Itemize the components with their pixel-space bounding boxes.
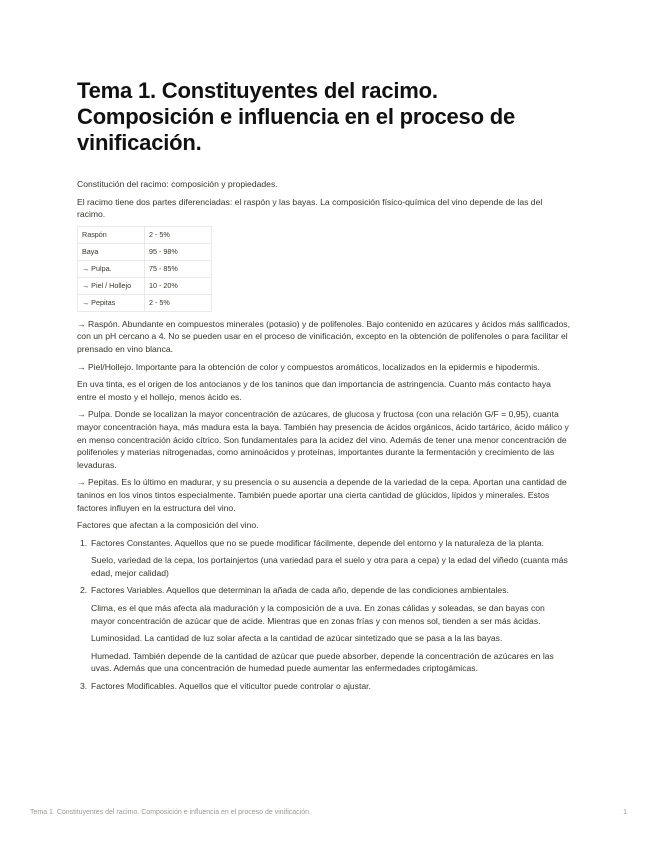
list-number: 2. [80,585,88,596]
list-number: 1. [80,537,88,548]
table-cell: → Pepitas [78,294,145,311]
factores-intro: Factores que afectan a la composición del vino. [77,520,259,531]
list-number: 3. [80,681,88,692]
paragraph-piel: → Piel/Hollejo. Importante para la obtención de color y compuestos aromáticos, localizados en la epidermis e hipodermis. [77,361,540,372]
table-row [78,260,212,277]
paragraph-pulpa: → Pulpa. Donde se localizan la mayor concentración de azúcares, de glucosa y fructosa (con una relación G/F = 0,95), cuanta mayor concentración haya, más madura esta la baya. También hay presencia de ácidos orgánicos, ácido tartárico, ácido málico y en menso concentración ácido cítrico. Son fundamentales para la acidez del vino. Además de tener una menor concentración de polifenoles y materias nitrogenadas, como aminoácidos y proteínas, importantes durante la fermentación y crecimiento de las levaduras. [77,409,569,470]
table-cell: 10 - 20% [145,277,212,294]
table-cell: Raspón [78,226,145,243]
list-paragraph: Suelo, variedad de la cepa, los portainjertos (una variedad para el suelo y otra para a cepa) y la edad del viñedo (cuanta más edad, mejor calidad) [91,555,568,578]
intro-text: Constitución del racimo: composición y propiedades. [77,179,278,189]
list-paragraph: Clima, es el que más afecta ala maduración y la composición de a uva. En zonas cálidas y soleadas, se dan bayas con mayor concentración de azúcar que de acide. Mientras que en zonas frías y con menos sol, tienden a ser más ácidas. [91,603,545,626]
list-paragraph: Humedad. También depende de la cantidad de azúcar que puede absorber, depende la concentración de azúcares en las uvas. Además que una concentración de humedad puede aumentar las enfermedades criptogámicas. [91,650,554,674]
table-row [78,294,212,311]
paragraph-raspon: → Raspón. Abundante en compuestos minerales (potasio) y de polifenoles. Bajo contenido en azúcares y ácidos más salificados, con un pH cercano a 4. No se pueden usar en el proceso de vinificación, excepto en la obtención de polifenoles o para facilitar el prensado en vino blanca. [77,318,570,354]
list-paragraph: Factores Constantes. Aquellos que no se puede modificar fácilmente, depende del entorno y la naturaleza de la planta. [91,537,544,548]
table-cell: 75 - 85% [145,260,212,277]
list-item [77,537,570,580]
table-cell: 2 - 5% [145,294,212,311]
page-number: 1 [623,809,627,816]
page-title: Tema 1. Constituyentes del racimo. Composición e influencia en el proceso de vinificación. [77,78,516,155]
table-row [78,226,212,243]
table-cell: 95 - 98% [145,243,212,260]
list-paragraph: Factores Modificables. Aquellos que el viticultor puede controlar o ajustar. [91,681,371,692]
footer-text: Tema 1. Constituyentes del racimo. Composición e influencia en el proceso de vinificación. [30,809,311,816]
paragraph-racimo: El racimo tiene dos partes diferenciadas: el raspón y las bayas. La composición físico-química del vino depende de las del racimo. [77,196,543,220]
list-item [77,584,570,675]
page-footer [30,809,627,816]
table-cell: Baya [78,243,145,260]
list-item [77,680,570,693]
factores-list [77,537,570,693]
table-row [78,277,212,294]
list-paragraph: Factores Variables. Aquellos que determinan la añada de cada año, depende de las condiciones ambientales. [91,585,509,596]
table-cell: → Piel / Hollejo [78,277,145,294]
composition-table [77,226,212,312]
table-cell: → Pulpa. [78,260,145,277]
list-paragraph: Luminosidad. La cantidad de luz solar afecta a la cantidad de azúcar sintetizado que se pasa a la las bayas. [91,633,503,644]
table-cell: 2 - 5% [145,226,212,243]
paragraph-pepitas: → Pepitas. Es lo último en madurar, y su presencia o su ausencia a depende de la variedad de la cepa. Aportan una cantidad de taninos en los vinos tintos especialmente. También puede aportar una cierta cantidad de glúcidos, lípidos y minerales. Estos factores influyen en la estructura del vino. [77,477,567,513]
document-page [77,78,570,698]
table-row [78,243,212,260]
paragraph-uva-tinta: En uva tinta, es el origen de los antocianos y de los taninos que dan importancia de astringencia. Cuanto más contacto haya entre el mosto y el hollejo, menos ácido es. [77,379,551,402]
